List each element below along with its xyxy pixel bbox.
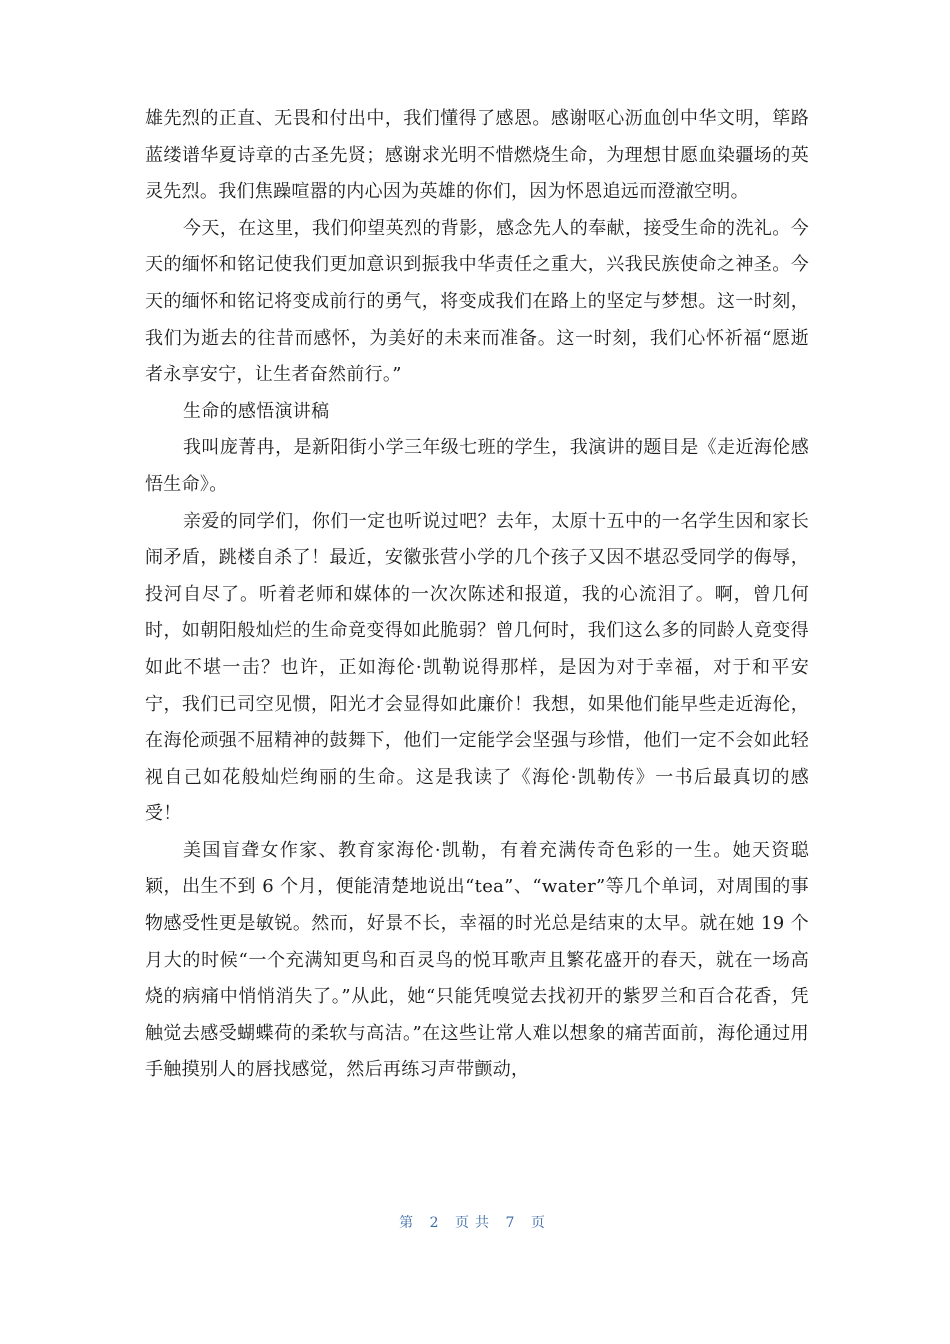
paragraph-2: 今天，在这里，我们仰望英烈的背影，感念先人的奉献，接受生命的洗礼。今天的缅怀和铭记使我们更加意识到振我中华责任之重大，兴我民族使命之神圣。今天的缅怀和铭记将变成前行的勇气，将变成我们在路上的坚定与梦想。这一时刻，我们为逝去的往昔而感怀，为美好的未来而准备。这一时刻，我们心怀祈福“愿逝者永享安宁，让生者奋然前行。” (145, 217, 809, 386)
section-heading: 生命的感悟演讲稿 (183, 400, 330, 422)
footer-current-page: 2 (429, 1215, 445, 1231)
paragraph-4: 亲爱的同学们，你们一定也听说过吧？去年，太原十五中的一名学生因和家长闹矛盾，跳楼自杀了！最近，安徽张营小学的几个孩子又因不堪忍受同学的侮辱，投河自尽了。听着老师和媒体的一次次陈述和报道，我的心流泪了。啊，曾几何时，如朝阳般灿烂的生命竟变得如此脆弱？曾几何时，我们这么多的同龄人竟变得如此不堪一击？也许，正如海伦·凯勒说得那样，是因为对于幸福，对于和平安宁，我们已司空见惯，阳光才会显得如此廉价！我想，如果他们能早些走近海伦，在海伦顽强不屈精神的鼓舞下，他们一定能学会坚强与珍惜，他们一定不会如此轻视自己如花般灿烂绚丽的生命。这是我读了《海伦·凯勒传》一书后最真切的感受！ (145, 510, 809, 825)
paragraph-5: 美国盲聋女作家、教育家海伦·凯勒，有着充满传奇色彩的一生。她天资聪颖，出生不到 6 个月，便能清楚地说出“tea”、“water”等几个单词，对周围的事物感受性更是敏锐。然而，好景不长，幸福的时光总是结束的太早。就在她 19 个月大的时候“一个充满知更鸟和百灵鸟的悦耳歌声且繁花盛开的春天，就在一场高烧的病痛中悄悄消失了。”从此，她“只能凭嗅觉去找初开的紫罗兰和百合花香，凭触觉去感受蝴蝶荷的柔软与高洁。”在这些让常人难以想象的痛苦面前，海伦通过用手触摸别人的唇找感觉，然后再练习声带颤动， (145, 839, 809, 1081)
footer-middle: 页共 (455, 1215, 495, 1231)
footer-suffix: 页 (530, 1215, 551, 1231)
page-footer (0, 1212, 950, 1232)
footer-total-pages: 7 (505, 1215, 521, 1231)
paragraph-1: 雄先烈的正直、无畏和付出中，我们懂得了感恩。感谢呕心沥血创中华文明，筚路蓝缕谱华夏诗章的古圣先贤；感谢求光明不惜燃烧生命，为理想甘愿血染疆场的英灵先烈。我们焦躁喧嚣的内心因为英雄的你们，因为怀恩追远而澄澈空明。 (145, 108, 809, 203)
document-body (145, 101, 809, 1089)
paragraph-3: 我叫庞菁冉，是新阳街小学三年级七班的学生，我演讲的题目是《走近海伦感悟生命》。 (145, 437, 809, 495)
footer-prefix: 第 (399, 1215, 420, 1231)
